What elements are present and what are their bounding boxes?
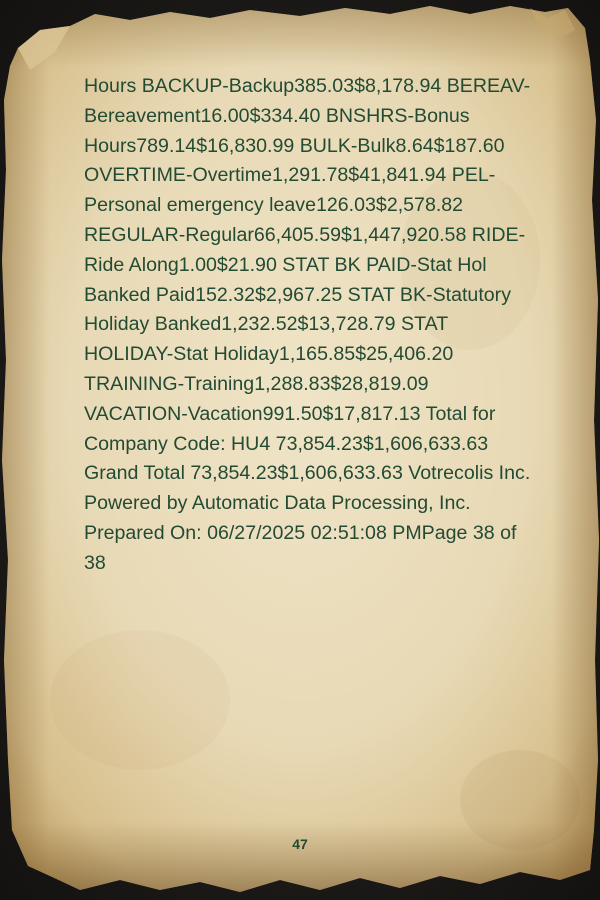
document-body-text: Hours BACKUP-Backup385.03$8,178.94 BEREAV-Bereavement16.00$334.40 BNSHRS-Bonus Hours789.14$16,830.99 BULK-Bulk8.64$187.60 OVERTIME-Overtime1,291.78$41,841.94 PEL-Personal emergency leave126.03$2,578.82 REGULAR-Regular66,405.59$1,447,920.58 RIDE-Ride Along1.00$21.90 STAT BK PAID-Stat Hol Banked Paid152.32$2,967.25 STAT BK-Statutory Holiday Banked1,232.52$13,728.79 STAT HOLIDAY-Stat Holiday1,165.85$25,406.20 TRAINING-Training1,288.83$28,819.09 VACATION-Vacation991.50$17,817.13 Total for Company Code: HU4 73,854.23$1,606,633.63 Grand Total 73,854.23$1,606,633.63 Votrecolis Inc. Powered by Automatic Data Processing, Inc. Prepared On: 06/27/2025 02:51:08 PMPage 38 of 38 [84,75,531,574]
stain [50,630,230,770]
page-number: 47 [292,836,308,852]
stain [460,750,580,850]
